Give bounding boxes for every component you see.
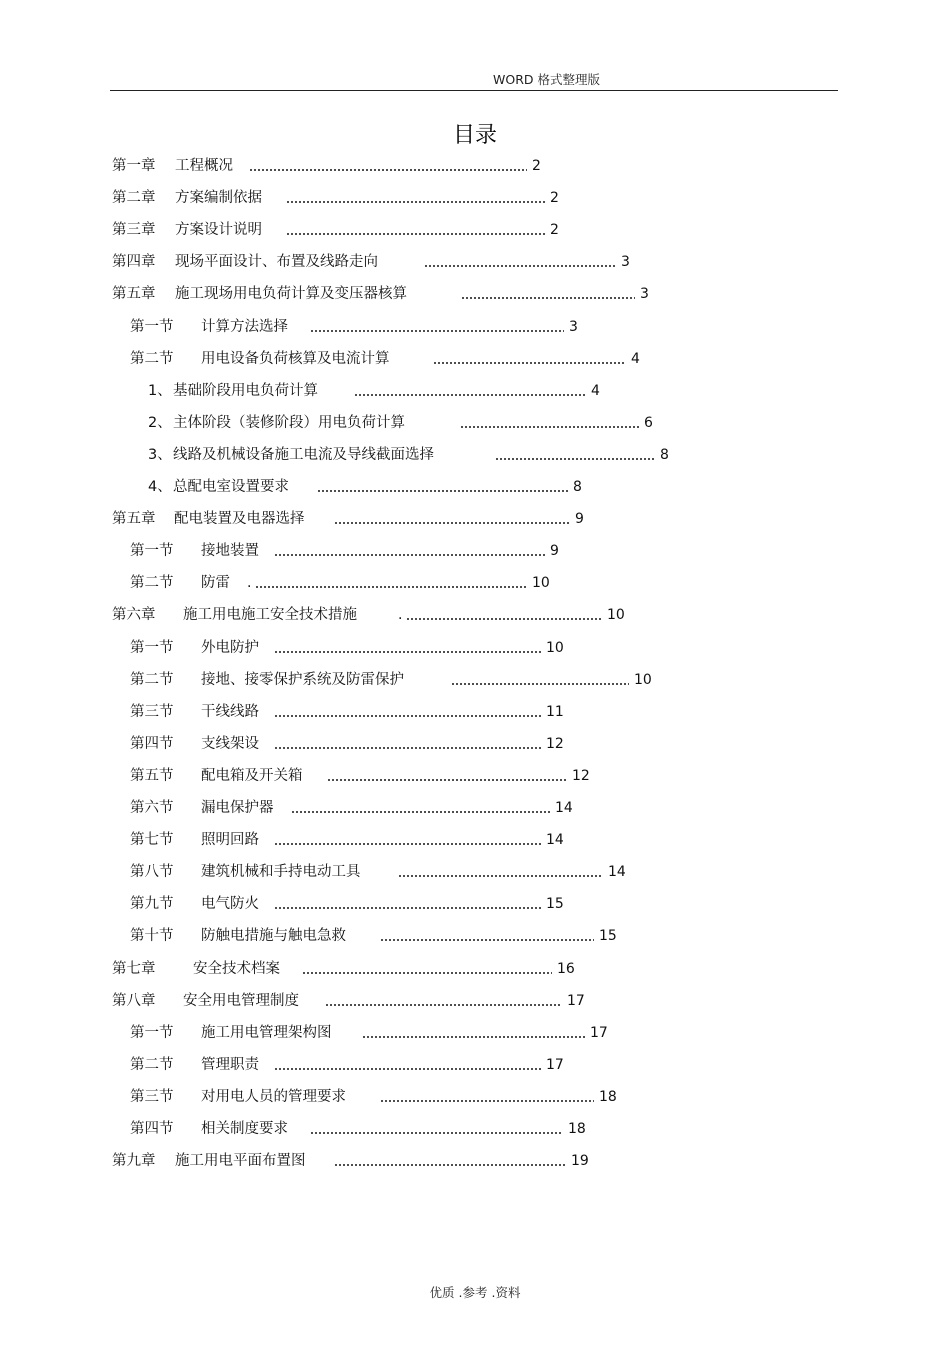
toc-entry[interactable] xyxy=(0,156,950,176)
toc-entry-page-number: 4 xyxy=(631,350,640,367)
toc-entry-page-number: 11 xyxy=(546,703,564,720)
toc-entry-title: 方案编制依据 xyxy=(175,190,262,207)
toc-entry-title: 接地装置 xyxy=(201,543,259,560)
toc-entry[interactable] xyxy=(0,252,950,272)
toc-dot-leader xyxy=(255,586,527,588)
toc-entry-page-number: 17 xyxy=(590,1024,608,1041)
toc-entry-label: 第一节 xyxy=(130,543,174,560)
toc-entry-page-number: 14 xyxy=(555,800,573,816)
toc-entry-label: 3、 xyxy=(148,446,172,463)
toc-entry-title: 管理职责 xyxy=(201,1056,259,1073)
toc-entry-lead: . xyxy=(247,575,252,592)
toc-dot-leader xyxy=(451,683,629,685)
toc-entry-label: 第八章 xyxy=(112,992,156,1009)
toc-entry-label: 第九章 xyxy=(112,1153,156,1170)
toc-entry-label: 第六节 xyxy=(130,800,174,816)
toc-entry-title: 对用电人员的管理要求 xyxy=(201,1088,346,1105)
toc-entry-page-number: 15 xyxy=(599,928,617,945)
toc-dot-leader xyxy=(249,169,527,171)
toc-entry-title: 建筑机械和手持电动工具 xyxy=(201,864,361,881)
toc-entry-title: 接地、接零保护系统及防雷保护 xyxy=(201,671,404,688)
toc-entry-label: 第二章 xyxy=(112,190,156,207)
toc-entry-page-number: 8 xyxy=(660,446,669,463)
page-header: WORD 格式整理版 xyxy=(493,72,600,87)
toc-entry-title: 总配电室设置要求 xyxy=(173,479,289,495)
toc-entry[interactable] xyxy=(0,284,950,304)
toc-entry-page-number: 10 xyxy=(634,671,652,688)
toc-entry-page-number: 9 xyxy=(550,543,559,560)
toc-entry-title: 漏电保护器 xyxy=(201,800,274,816)
toc-entry-title: 工程概况 xyxy=(175,158,233,174)
toc-entry[interactable] xyxy=(0,926,950,946)
page-footer: 优质 .参考 .资料 xyxy=(429,1285,521,1300)
toc-dot-leader xyxy=(274,651,541,653)
toc-entry-lead: . xyxy=(398,607,403,624)
toc-entry[interactable] xyxy=(0,445,950,465)
toc-entry-title: 干线线路 xyxy=(201,703,259,720)
toc-entry-page-number: 17 xyxy=(546,1056,564,1073)
toc-entry-page-number: 8 xyxy=(573,479,582,495)
toc-dot-leader xyxy=(310,330,564,332)
toc-entry-label: 第一节 xyxy=(130,318,174,335)
toc-entry-label: 4、 xyxy=(148,479,172,495)
toc-title: 目录 xyxy=(452,123,497,148)
toc-entry-label: 第七章 xyxy=(112,960,156,977)
toc-entry-page-number: 16 xyxy=(557,960,575,977)
toc-entry-page-number: 2 xyxy=(532,158,541,174)
toc-entry-page-number: 18 xyxy=(568,1121,586,1137)
toc-dot-leader xyxy=(380,939,594,941)
toc-entry-label: 第三节 xyxy=(130,1088,174,1105)
toc-entry-page-number: 12 xyxy=(546,735,564,752)
toc-entry-label: 1、 xyxy=(148,382,172,399)
toc-entry[interactable] xyxy=(0,573,950,593)
toc-entry-page-number: 3 xyxy=(640,286,649,303)
toc-entry-label: 第一章 xyxy=(112,158,156,174)
toc-entry-title: 外电防护 xyxy=(201,639,259,656)
toc-dot-leader xyxy=(461,297,635,299)
toc-entry-title: 计算方法选择 xyxy=(201,318,288,335)
toc-dot-leader xyxy=(274,715,541,717)
toc-entry[interactable] xyxy=(0,1119,950,1139)
toc-dot-leader xyxy=(286,201,545,203)
toc-dot-leader xyxy=(291,811,550,813)
toc-entry[interactable] xyxy=(0,509,950,529)
toc-entry-page-number: 10 xyxy=(546,639,564,656)
toc-entry-title: 安全用电管理制度 xyxy=(183,992,299,1009)
toc-entry-title: 方案设计说明 xyxy=(175,222,262,239)
toc-dot-leader xyxy=(406,618,602,620)
toc-dot-leader xyxy=(274,843,541,845)
toc-entry-page-number: 6 xyxy=(644,414,653,431)
toc-entry[interactable] xyxy=(0,991,950,1011)
toc-entry-page-number: 17 xyxy=(567,992,585,1009)
toc-entry[interactable] xyxy=(0,830,950,850)
toc-dot-leader xyxy=(495,458,655,460)
toc-entry-page-number: 12 xyxy=(572,767,590,784)
toc-entry-title: 相关制度要求 xyxy=(201,1121,288,1137)
toc-entry-title: 现场平面设计、布置及线路走向 xyxy=(175,254,378,271)
toc-dot-leader xyxy=(334,1164,566,1166)
toc-entry-page-number: 14 xyxy=(546,832,564,849)
toc-entry-label: 第五章 xyxy=(112,286,156,303)
toc-entry-title: 配电箱及开关箱 xyxy=(201,767,303,784)
toc-entry-title: 线路及机械设备施工电流及导线截面选择 xyxy=(173,446,434,463)
toc-entry-title: 安全技术档案 xyxy=(193,960,280,977)
toc-entry[interactable] xyxy=(0,317,950,337)
toc-dot-leader xyxy=(286,233,545,235)
toc-entry-page-number: 2 xyxy=(550,190,559,207)
toc-entry-label: 第九节 xyxy=(130,896,174,913)
toc-entry-label: 第二节 xyxy=(130,575,174,592)
toc-entry-label: 第六章 xyxy=(112,607,156,624)
toc-dot-leader xyxy=(354,394,586,396)
toc-entry-page-number: 9 xyxy=(575,511,584,528)
toc-dot-leader xyxy=(310,1132,563,1134)
toc-entry[interactable] xyxy=(0,798,950,818)
toc-entry-page-number: 4 xyxy=(591,382,600,399)
toc-dot-leader xyxy=(274,907,541,909)
toc-entry-page-number: 14 xyxy=(608,864,626,881)
toc-entry-title: 防触电措施与触电急救 xyxy=(201,928,346,945)
toc-entry-label: 第一节 xyxy=(130,639,174,656)
toc-entry-title: 主体阶段（装修阶段）用电负荷计算 xyxy=(173,414,405,431)
toc-dot-leader xyxy=(362,1036,585,1038)
toc-entry[interactable] xyxy=(0,1055,950,1075)
toc-entry-label: 第四章 xyxy=(112,254,156,271)
toc-entry-title: 基础阶段用电负荷计算 xyxy=(173,382,318,399)
toc-entry-label: 第七节 xyxy=(130,832,174,849)
toc-entry-page-number: 10 xyxy=(607,607,625,624)
toc-entry-page-number: 15 xyxy=(546,896,564,913)
toc-entry[interactable] xyxy=(0,638,950,658)
toc-entry[interactable] xyxy=(0,670,950,690)
toc-entry-label: 第一节 xyxy=(130,1024,174,1041)
toc-entry[interactable] xyxy=(0,188,950,208)
toc-dot-leader xyxy=(398,875,603,877)
toc-entry-page-number: 3 xyxy=(569,318,578,335)
toc-entry[interactable] xyxy=(0,220,950,240)
toc-entry-label: 第三章 xyxy=(112,222,156,239)
toc-entry[interactable] xyxy=(0,1151,950,1171)
toc-entry-label: 第八节 xyxy=(130,864,174,881)
toc-dot-leader xyxy=(317,490,568,492)
toc-dot-leader xyxy=(274,747,541,749)
toc-entry-title: 施工用电施工安全技术措施 xyxy=(183,607,357,624)
toc-entry[interactable] xyxy=(0,702,950,722)
toc-entry-page-number: 19 xyxy=(571,1153,589,1170)
toc-entry-title: 照明回路 xyxy=(201,832,259,849)
toc-entry[interactable] xyxy=(0,734,950,754)
toc-entry-title: 施工用电管理架构图 xyxy=(201,1024,332,1041)
toc-dot-leader xyxy=(380,1100,594,1102)
toc-entry-label: 第二节 xyxy=(130,1056,174,1073)
toc-dot-leader xyxy=(433,362,626,364)
toc-entry[interactable] xyxy=(0,477,950,497)
toc-entry-page-number: 2 xyxy=(550,222,559,239)
toc-entry[interactable] xyxy=(0,862,950,882)
toc-dot-leader xyxy=(274,1068,541,1070)
toc-entry-title: 配电装置及电器选择 xyxy=(174,511,305,528)
toc-entry-label: 第五章 xyxy=(112,511,156,528)
toc-entry[interactable] xyxy=(0,413,950,433)
toc-entry-title: 施工现场用电负荷计算及变压器核算 xyxy=(175,286,407,303)
toc-entry[interactable] xyxy=(0,959,950,979)
toc-dot-leader xyxy=(424,265,616,267)
toc-dot-leader xyxy=(334,522,570,524)
toc-entry-page-number: 18 xyxy=(599,1088,617,1105)
toc-entry-title: 用电设备负荷核算及电流计算 xyxy=(201,350,390,367)
toc-entry-page-number: 3 xyxy=(621,254,630,271)
toc-dot-leader xyxy=(325,1004,562,1006)
toc-entry-page-number: 10 xyxy=(532,575,550,592)
toc-dot-leader xyxy=(327,779,567,781)
toc-entry[interactable] xyxy=(0,1023,950,1043)
toc-dot-leader xyxy=(460,426,639,428)
toc-entry[interactable] xyxy=(0,1087,950,1107)
toc-dot-leader xyxy=(274,554,545,556)
toc-entry[interactable] xyxy=(0,541,950,561)
toc-entry-title: 防雷 xyxy=(201,575,230,592)
toc-entry-label: 第二节 xyxy=(130,671,174,688)
toc-entry-label: 第二节 xyxy=(130,350,174,367)
toc-entry[interactable] xyxy=(0,381,950,401)
toc-entry-title: 支线架设 xyxy=(201,735,259,752)
toc-entry-title: 电气防火 xyxy=(201,896,259,913)
toc-entry-label: 第三节 xyxy=(130,703,174,720)
toc-entry[interactable] xyxy=(0,349,950,369)
toc-entry-label: 2、 xyxy=(148,414,172,431)
toc-dot-leader xyxy=(302,972,552,974)
toc-entry-label: 第十节 xyxy=(130,928,174,945)
toc-entry-label: 第五节 xyxy=(130,767,174,784)
toc-entry-label: 第四节 xyxy=(130,735,174,752)
toc-entry[interactable] xyxy=(0,766,950,786)
toc-entry-title: 施工用电平面布置图 xyxy=(175,1153,306,1170)
toc-entry[interactable] xyxy=(0,605,950,625)
toc-entry[interactable] xyxy=(0,894,950,914)
toc-entry-label: 第四节 xyxy=(130,1121,174,1137)
